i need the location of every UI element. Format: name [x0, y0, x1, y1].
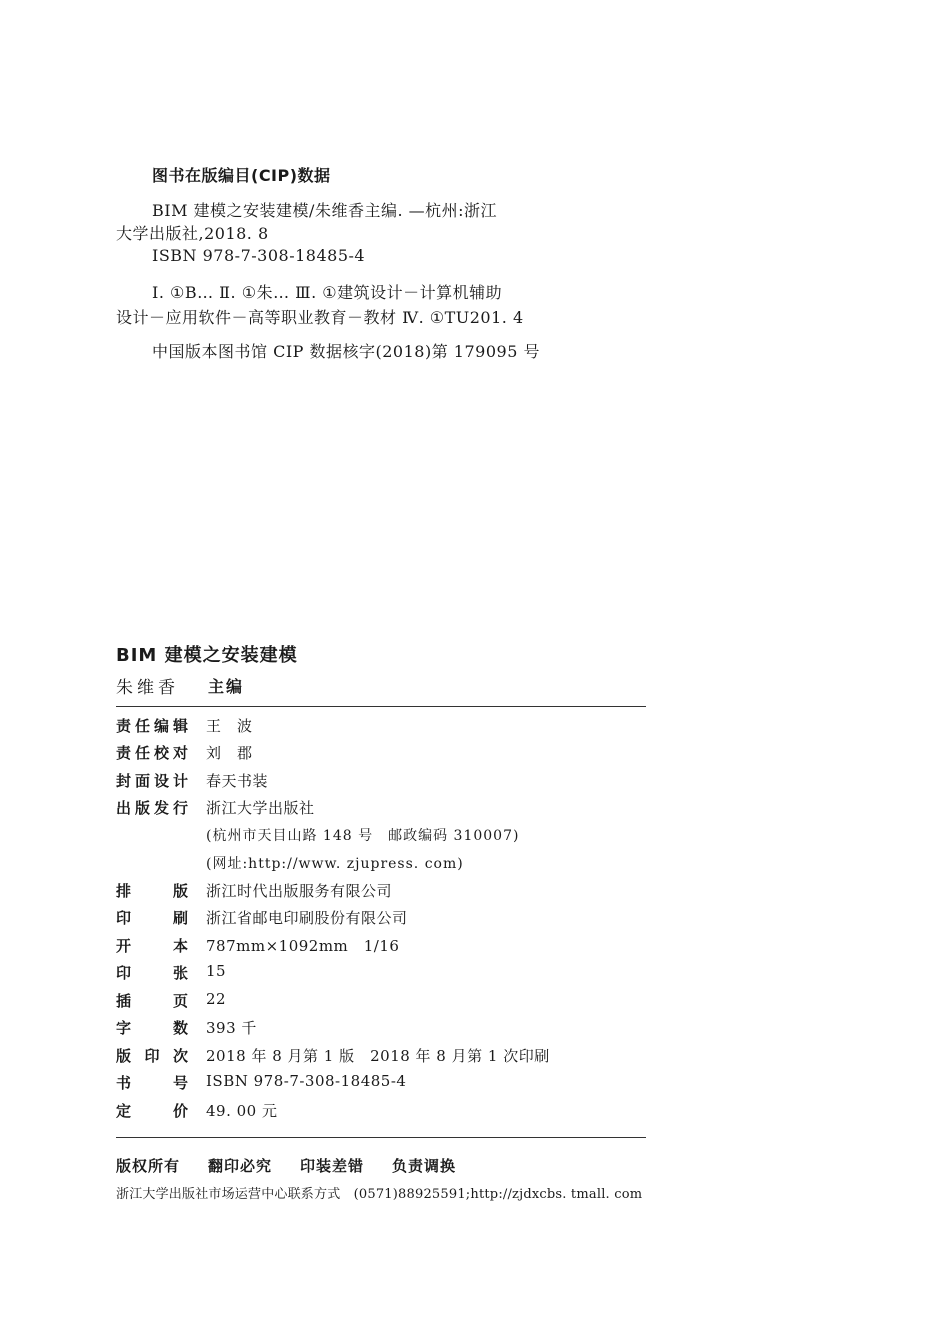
info-value: 49. 00 元 — [206, 1102, 278, 1120]
info-label: 印 张 — [116, 964, 188, 982]
info-value: ISBN 978-7-308-18485-4 — [206, 1072, 407, 1090]
info-value: 王 波 — [206, 717, 253, 735]
info-value: 2018 年 8 月第 1 版 2018 年 8 月第 1 次印刷 — [206, 1047, 550, 1065]
info-label: 责 任 编 辑 — [116, 717, 188, 735]
publisher-address: (杭州市天目山路 148 号 邮政编码 310007) — [206, 828, 520, 844]
book-author-role: 主编 — [208, 677, 245, 696]
info-label: 开 本 — [116, 937, 188, 955]
rights-print-defects: 印装差错 — [300, 1157, 365, 1175]
info-value: 22 — [206, 990, 227, 1008]
info-value: 浙江时代出版服务有限公司 — [206, 882, 393, 900]
info-label: 出 版 发 行 — [116, 799, 188, 817]
info-value: 刘 郡 — [206, 744, 253, 762]
info-label: 封 面 设 计 — [116, 772, 188, 790]
cip-line-subjects: Ⅰ. ①B… Ⅱ. ①朱… Ⅲ. ①建筑设计－计算机辅助 — [152, 283, 503, 302]
info-label: 责 任 校 对 — [116, 744, 188, 762]
info-value: 浙江省邮电印刷股份有限公司 — [206, 909, 408, 927]
info-label: 插 页 — [116, 992, 188, 1010]
info-value: 15 — [206, 962, 227, 980]
divider-bottom — [116, 1137, 646, 1138]
info-value: 浙江大学出版社 — [206, 799, 315, 817]
cip-line-publisher: 大学出版社,2018. 8 — [116, 224, 269, 243]
info-label: 定 价 — [116, 1102, 188, 1120]
cip-line-isbn: ISBN 978-7-308-18485-4 — [152, 246, 366, 265]
cip-line-subjects-cont: 设计－应用软件－高等职业教育－教材 Ⅳ. ①TU201. 4 — [116, 308, 524, 327]
info-value: 春天书装 — [206, 772, 269, 790]
marketing-contact: 浙江大学出版社市场运营中心联系方式 (0571)88925591;http://zjdxcbs. tmall. com — [116, 1187, 643, 1202]
cip-line-record-number: 中国版本图书馆 CIP 数据核字(2018)第 179095 号 — [152, 342, 540, 361]
publisher-website: (网址:http://www. zjupress. com) — [206, 856, 464, 872]
info-value: 393 千 — [206, 1019, 257, 1037]
rights-exchange: 负责调换 — [392, 1157, 457, 1175]
rights-no-reprint: 翻印必究 — [208, 1157, 273, 1175]
book-title: BIM 建模之安装建模 — [116, 645, 298, 666]
info-label: 印 刷 — [116, 909, 188, 927]
cip-heading: 图书在版编目(CIP)数据 — [152, 166, 331, 185]
info-label: 字 数 — [116, 1019, 188, 1037]
book-author: 朱维香 — [116, 678, 179, 698]
info-value: 787mm×1092mm 1/16 — [206, 937, 400, 955]
info-label: 版 印 次 — [116, 1047, 188, 1065]
cip-line-title: BIM 建模之安装建模/朱维香主编. —杭州:浙江 — [152, 201, 498, 220]
info-label: 书 号 — [116, 1074, 188, 1092]
divider-top — [116, 706, 646, 707]
info-label: 排 版 — [116, 882, 188, 900]
rights-notice — [116, 1155, 484, 1176]
rights-reserved: 版权所有 — [116, 1157, 181, 1175]
